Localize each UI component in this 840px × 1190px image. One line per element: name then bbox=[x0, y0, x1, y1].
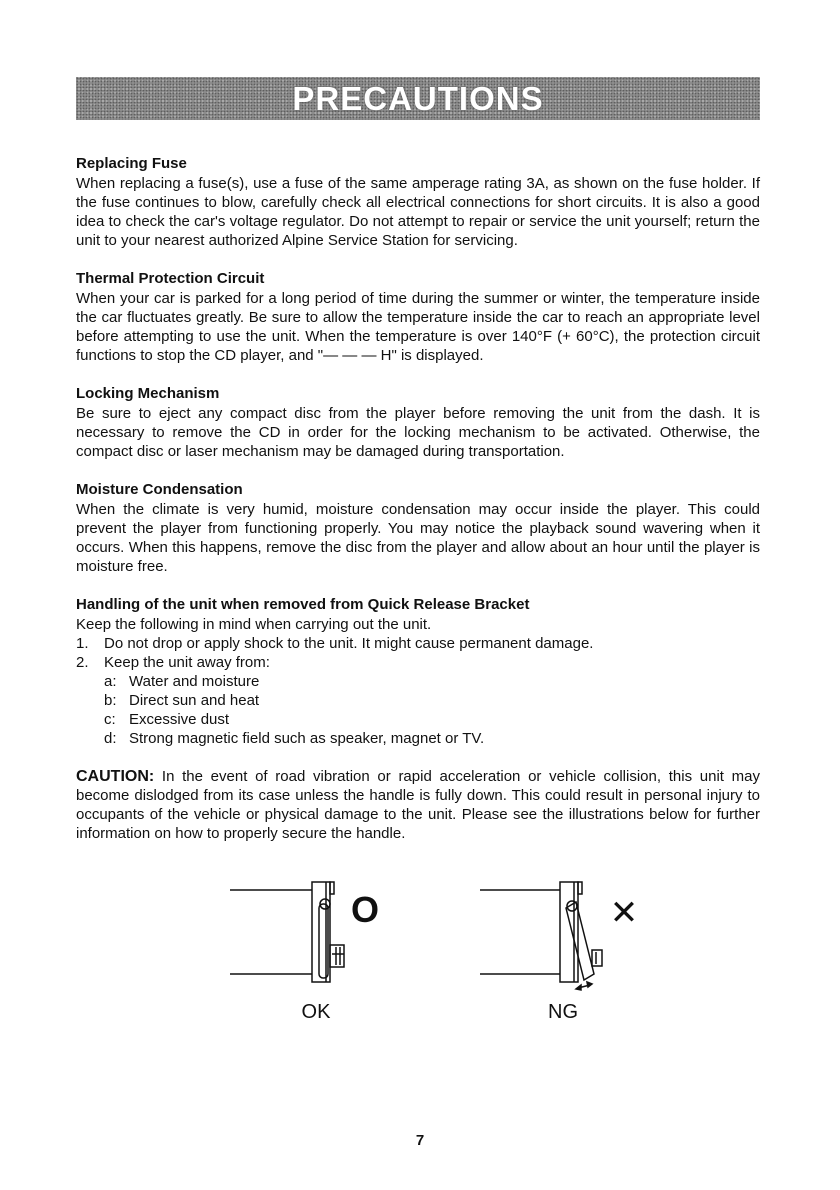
list-text: Keep the unit away from: bbox=[104, 654, 270, 671]
section-text: When replacing a fuse(s), use a fuse of the same amperage rating 3A, as shown on the fuse holder. If the fuse continues to blow, carefully check all electrical connections for short circuits. It is also a good idea to check the car's voltage regulator. Do not attempt to repair or service the unit yourself; return the unit to your nearest authorized Alpine Service Station for servicing. bbox=[76, 175, 760, 249]
section-replacing-fuse bbox=[76, 154, 760, 250]
sub-text: Direct sun and heat bbox=[129, 692, 260, 709]
ng-mark: ✕ bbox=[609, 893, 639, 933]
ng-illustration bbox=[480, 882, 602, 990]
sub-list-item bbox=[76, 691, 760, 710]
list-item bbox=[76, 634, 760, 653]
list-text: Do not drop or apply shock to the unit. It might cause permanent damage. bbox=[104, 635, 594, 652]
list-number: 1. bbox=[76, 635, 89, 652]
sub-list-item bbox=[76, 710, 760, 729]
main-content bbox=[76, 154, 760, 843]
precautions-banner bbox=[76, 77, 760, 120]
sub-text: Strong magnetic field such as speaker, magnet or TV. bbox=[129, 730, 485, 747]
list-number: 2. bbox=[76, 654, 89, 671]
sub-text: Excessive dust bbox=[129, 711, 230, 728]
sub-list-item bbox=[76, 672, 760, 691]
ok-illustration bbox=[230, 882, 344, 982]
section-handling bbox=[76, 595, 760, 748]
page-number: 7 bbox=[415, 1132, 425, 1149]
caution-label: CAUTION: bbox=[76, 768, 155, 785]
section-text: When the climate is very humid, moisture condensation may occur inside the player. This could prevent the player from functioning properly. You may notice the playback sound wavering when it occurs. When this happens, remove the disc from the player and allow about an hour until the player is moisture free. bbox=[76, 501, 760, 575]
section-text: Be sure to eject any compact disc from the player before removing the unit from the dash. It is necessary to remove the CD in order for the locking mechanism to be activated. Otherwise, the compact disc or laser mechanism may be damaged during transportation. bbox=[76, 405, 760, 460]
list-item bbox=[76, 653, 760, 672]
sub-text: Water and moisture bbox=[129, 673, 260, 690]
section-moisture-condensation bbox=[76, 480, 760, 576]
section-heading: Replacing Fuse bbox=[76, 155, 187, 172]
section-thermal-protection bbox=[76, 269, 760, 365]
page-title: PRECAUTIONS bbox=[292, 79, 544, 117]
section-locking-mechanism bbox=[76, 384, 760, 461]
section-heading: Handling of the unit when removed from Quick Release Bracket bbox=[76, 596, 530, 613]
sub-letter: b: bbox=[104, 692, 117, 709]
sub-list-item bbox=[76, 729, 760, 748]
sub-letter: d: bbox=[104, 730, 117, 747]
handle-illustrations bbox=[226, 880, 646, 1030]
ok-mark: O bbox=[350, 889, 380, 930]
ok-label: OK bbox=[301, 1001, 331, 1023]
section-heading: Thermal Protection Circuit bbox=[76, 270, 265, 287]
section-heading: Locking Mechanism bbox=[76, 385, 220, 402]
sub-letter: a: bbox=[104, 673, 117, 690]
section-heading: Moisture Condensation bbox=[76, 481, 243, 498]
section-intro: Keep the following in mind when carrying out the unit. bbox=[76, 616, 432, 633]
caution-paragraph bbox=[76, 767, 760, 843]
section-text: When your car is parked for a long period of time during the summer or winter, the temperature inside the car fluctuates greatly. Be sure to allow the temperature inside the car to reach an appropriate level before attempting to use the unit. When the temperature is over 140°F (+ 60°C), the protection circuit functions to stop the CD player, and "— — — H" is displayed. bbox=[76, 290, 760, 364]
caution-text: In the event of road vibration or rapid acceleration or vehicle collision, this unit may become dislodged from its case unless the handle is fully down. This could result in personal injury to occupants of the vehicle or physical damage to the unit. Please see the illustrations below for further information on how to properly secure the handle. bbox=[76, 768, 760, 842]
ng-label: NG bbox=[548, 1001, 578, 1023]
sub-letter: c: bbox=[104, 711, 116, 728]
